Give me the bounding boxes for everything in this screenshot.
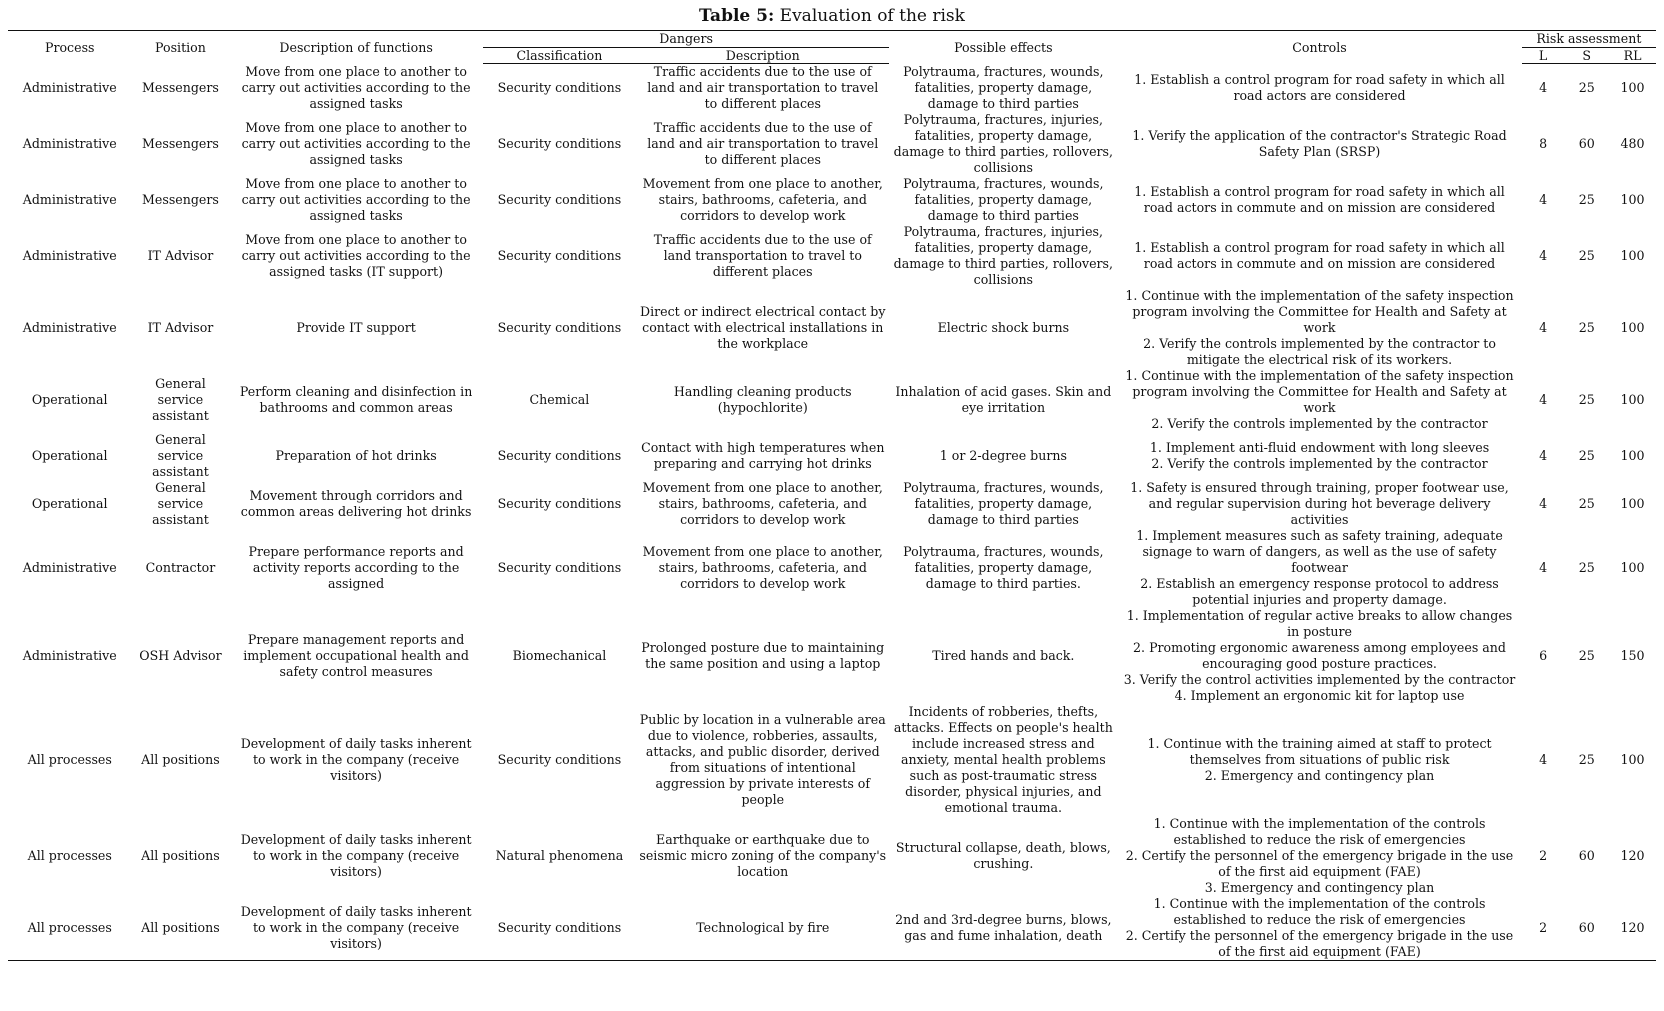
cell-classification: Security conditions (497, 496, 622, 511)
cell-classification: Security conditions (497, 80, 622, 95)
cell-functions: Move from one place to another to carry out activities according to the assigned tasks (241, 63, 471, 111)
cell-danger-description: Movement from one place to another, stairs, bathrooms, cafeteria, and corridors to develop work (642, 544, 883, 591)
cell-functions: Provide IT support (296, 320, 416, 335)
cell-functions: Move from one place to another to carry out activities according to the assigned tasks (241, 120, 471, 167)
cell-danger-description: Direct or indirect electrical contact by contact with electrical installations in the workplace (640, 304, 886, 351)
cell-possible-effects: 1 or 2-degree burns (939, 448, 1067, 463)
table-row (8, 480, 1656, 528)
control-item: 2. Certify the personnel of the emergency brigade in the use of the first aid equipment (FAE) (1125, 848, 1514, 879)
table-row (8, 896, 1656, 961)
table-row (8, 64, 1656, 113)
cell-possible-effects: Polytrauma, fractures, wounds, fatalities, property damage, damage to third parties (903, 480, 1104, 527)
cell-l: 2 (1539, 848, 1548, 863)
header-danger-description: Description (636, 48, 889, 64)
cell-controls (1117, 528, 1522, 608)
table-body (8, 64, 1656, 961)
table-row (8, 112, 1656, 176)
cell-s: 25 (1578, 320, 1595, 335)
cell-s: 25 (1578, 392, 1595, 407)
cell-functions: Development of daily tasks inherent to work in the company (receive visitors) (240, 736, 472, 783)
cell-classification: Security conditions (497, 248, 622, 263)
header-description-of-functions: Description of functions (229, 31, 482, 64)
cell-functions: Preparation of hot drinks (275, 448, 437, 463)
cell-controls (1117, 176, 1522, 224)
control-item: 1. Continue with the implementation of the safety inspection program involving the Committee for Health and Safety at work (1125, 368, 1514, 415)
cell-danger-description: Traffic accidents due to the use of land transportation to travel to different places (653, 232, 872, 279)
caption-label: Table 5: (699, 6, 775, 26)
cell-l: 4 (1539, 448, 1548, 463)
cell-s: 25 (1578, 648, 1595, 663)
cell-rl: 100 (1620, 320, 1645, 335)
header-classification: Classification (483, 48, 636, 64)
control-item: 1. Continue with the implementation of the safety inspection program involving the Committee for Health and Safety at work (1125, 288, 1514, 335)
cell-danger-description: Technological by fire (636, 896, 889, 961)
cell-functions: Movement through corridors and common areas delivering hot drinks (240, 488, 472, 519)
cell-l: 4 (1539, 192, 1548, 207)
cell-rl: 480 (1620, 136, 1645, 151)
control-item: 1. Verify the application of the contractor's Strategic Road Safety Plan (SRSP) (1132, 128, 1507, 159)
cell-functions: Move from one place to another to carry out activities according to the assigned tasks (IT support) (241, 232, 471, 279)
header-l: L (1522, 48, 1565, 64)
cell-position: Messengers (142, 79, 219, 95)
cell-process: All processes (27, 848, 112, 863)
cell-rl: 100 (1620, 192, 1645, 207)
cell-functions: Development of daily tasks inherent to work in the company (receive visitors) (240, 832, 472, 879)
cell-process: Administrative (22, 648, 117, 663)
cell-rl: 100 (1620, 560, 1645, 575)
header-risk-assessment: Risk assessment (1522, 31, 1656, 48)
table-caption (8, 6, 1656, 28)
cell-controls (1117, 608, 1522, 704)
cell-l: 4 (1539, 392, 1548, 407)
header-possible-effects: Possible effects (889, 31, 1117, 64)
cell-process: Administrative (22, 320, 117, 335)
cell-possible-effects: Polytrauma, fractures, injuries, fatalities, property damage, damage to third parties, rollovers, collisions (893, 224, 1114, 287)
cell-rl: 100 (1620, 448, 1645, 463)
control-item: 2. Verify the controls implemented by the contractor (1151, 456, 1488, 471)
table-row (8, 288, 1656, 368)
cell-process: Operational (31, 496, 108, 511)
cell-functions: Prepare management reports and implement occupational health and safety control measures (243, 632, 469, 679)
cell-l: 8 (1539, 136, 1548, 151)
cell-functions: Prepare performance reports and activity reports according to the assigned (248, 544, 464, 591)
control-item: 3. Emergency and contingency plan (1204, 880, 1435, 895)
cell-rl: 100 (1620, 496, 1645, 511)
table-row (8, 704, 1656, 816)
cell-controls (1117, 368, 1522, 432)
cell-possible-effects: Incidents of robberies, thefts, attacks. Effects on people's health include increased stress and anxiety, mental health problems such as post-traumatic stress disorder, physical injuries, and emotional trauma. (893, 704, 1113, 815)
cell-process: Administrative (22, 79, 117, 95)
cell-process: Administrative (22, 560, 117, 575)
cell-l: 4 (1539, 80, 1548, 95)
cell-l: 4 (1539, 496, 1548, 511)
cell-danger-description: Traffic accidents due to the use of land and air transportation to travel to different places (647, 64, 879, 111)
control-item: 1. Continue with the implementation of the controls established to reduce the risk of emergencies (1153, 896, 1486, 927)
cell-l: 4 (1539, 560, 1548, 575)
control-item: 1. Establish a control program for road safety in which all road actors are considered (1134, 71, 1505, 103)
cell-possible-effects: 2nd and 3rd-degree burns, blows, gas and fume inhalation, death (889, 896, 1117, 961)
cell-classification: Security conditions (497, 448, 622, 463)
cell-s: 25 (1578, 496, 1595, 511)
control-item: 1. Safety is ensured through training, proper footwear use, and regular supervision during hot beverage delivery activities (1130, 480, 1509, 527)
cell-s: 25 (1578, 448, 1595, 463)
table-row (8, 368, 1656, 432)
cell-l: 2 (1522, 896, 1565, 961)
cell-l: 6 (1539, 648, 1548, 663)
cell-position: IT Advisor (147, 320, 214, 335)
cell-rl: 100 (1620, 248, 1645, 263)
cell-possible-effects: Polytrauma, fractures, injuries, fatalities, property damage, damage to third parties, rollovers, collisions (893, 112, 1114, 175)
cell-process: Administrative (22, 192, 117, 207)
control-item: 1. Establish a control program for road safety in which all road actors in commute and on mission are considered (1134, 240, 1505, 271)
header-rl: RL (1609, 48, 1656, 64)
cell-classification: Security conditions (483, 896, 636, 961)
table-row (8, 224, 1656, 288)
control-item: 1. Implement measures such as safety training, adequate signage to warn of dangers, as well as the use of safety footwear (1136, 528, 1503, 575)
header-dangers: Dangers (483, 31, 890, 48)
cell-possible-effects: Polytrauma, fractures, wounds, fatalities, property damage, damage to third parties. (903, 544, 1104, 591)
cell-functions: Development of daily tasks inherent to work in the company (receive visitors) (229, 896, 482, 961)
risk-evaluation-table (8, 30, 1656, 961)
control-item: 1. Implementation of regular active breaks to allow changes in posture (1126, 608, 1513, 639)
cell-danger-description: Contact with high temperatures when preparing and carrying hot drinks (641, 440, 885, 471)
cell-rl: 100 (1620, 80, 1645, 95)
cell-classification: Security conditions (497, 192, 622, 207)
control-item: 1. Continue with the training aimed at staff to protect themselves from situations of public risk (1147, 736, 1492, 767)
cell-position: OSH Advisor (139, 648, 222, 663)
cell-danger-description: Movement from one place to another, stairs, bathrooms, cafeteria, and corridors to develop work (642, 480, 883, 527)
cell-possible-effects: Inhalation of acid gases. Skin and eye irritation (895, 384, 1112, 415)
cell-classification: Natural phenomena (495, 848, 624, 863)
cell-possible-effects: Tired hands and back. (932, 648, 1075, 663)
cell-possible-effects: Polytrauma, fractures, wounds, fatalities, property damage, damage to third parties (903, 176, 1104, 223)
header-position: Position (131, 31, 229, 64)
header-process: Process (8, 31, 131, 64)
cell-process: Administrative (22, 248, 117, 263)
cell-classification: Security conditions (497, 752, 622, 767)
table-row (8, 176, 1656, 224)
control-item: 1. Establish a control program for road safety in which all road actors in commute and on mission are considered (1134, 184, 1505, 215)
cell-position: General service assistant (152, 376, 209, 423)
cell-danger-description: Prolonged posture due to maintaining the same position and using a laptop (641, 640, 885, 671)
cell-classification: Security conditions (497, 136, 622, 151)
cell-controls (1117, 480, 1522, 528)
cell-process: All processes (27, 752, 112, 767)
cell-s: 25 (1578, 752, 1595, 767)
cell-controls (1117, 896, 1522, 961)
cell-possible-effects: Structural collapse, death, blows, crushing. (895, 840, 1111, 871)
cell-rl: 100 (1620, 392, 1645, 407)
cell-position: Contractor (145, 560, 216, 575)
cell-s: 60 (1578, 848, 1595, 863)
control-item: 2. Verify the controls implemented by the contractor (1151, 416, 1488, 431)
cell-s: 60 (1578, 136, 1595, 151)
cell-rl: 120 (1620, 848, 1645, 863)
control-item: 1. Continue with the implementation of the controls established to reduce the risk of emergencies (1153, 816, 1486, 847)
cell-controls (1117, 224, 1522, 288)
cell-s: 25 (1578, 248, 1595, 263)
cell-danger-description: Public by location in a vulnerable area due to violence, robberies, assaults, attacks, and public disorder, derived from situations of intentional aggression by private interests of people (639, 712, 886, 807)
cell-position: Messengers (142, 136, 219, 151)
cell-classification: Chemical (529, 392, 590, 407)
control-item: 2. Emergency and contingency plan (1204, 768, 1435, 783)
cell-l: 4 (1539, 752, 1548, 767)
cell-danger-description: Traffic accidents due to the use of land and air transportation to travel to different places (647, 120, 879, 167)
control-item: 1. Implement anti-fluid endowment with long sleeves (1149, 440, 1490, 455)
cell-rl: 150 (1620, 648, 1645, 663)
cell-controls (1117, 288, 1522, 368)
cell-s: 60 (1564, 896, 1609, 961)
cell-controls (1117, 704, 1522, 816)
cell-functions: Move from one place to another to carry out activities according to the assigned tasks (241, 176, 471, 223)
table-row (8, 432, 1656, 480)
cell-rl: 120 (1609, 896, 1656, 961)
control-item: 2. Certify the personnel of the emergency brigade in the use of the first aid equipment (FAE) (1125, 928, 1514, 959)
control-item: 2. Promoting ergonomic awareness among employees and encouraging good posture practices. (1133, 640, 1506, 671)
cell-position: All positions (131, 896, 229, 961)
cell-possible-effects: Polytrauma, fractures, wounds, fatalities, property damage, damage to third parties (903, 63, 1104, 111)
header-controls: Controls (1117, 31, 1522, 64)
control-item: 3. Verify the control activities implemented by the contractor (1123, 672, 1516, 687)
cell-danger-description: Earthquake or earthquake due to seismic micro zoning of the company's location (639, 832, 887, 879)
cell-process: All processes (8, 896, 131, 961)
caption-title: Evaluation of the risk (779, 6, 965, 26)
cell-s: 25 (1578, 80, 1595, 95)
cell-functions: Perform cleaning and disinfection in bathrooms and common areas (239, 384, 473, 415)
cell-possible-effects: Electric shock burns (937, 320, 1070, 335)
cell-l: 4 (1539, 320, 1548, 335)
cell-position: IT Advisor (147, 248, 214, 263)
cell-classification: Security conditions (497, 320, 622, 335)
cell-s: 25 (1578, 560, 1595, 575)
cell-position: General service assistant (152, 480, 209, 527)
cell-l: 4 (1539, 248, 1548, 263)
cell-danger-description: Movement from one place to another, stairs, bathrooms, cafeteria, and corridors to develop work (642, 176, 883, 223)
table-row (8, 528, 1656, 608)
cell-controls (1117, 432, 1522, 480)
header-s: S (1564, 48, 1609, 64)
cell-process: Operational (31, 392, 108, 407)
control-item: 2. Establish an emergency response protocol to address potential injuries and property damage. (1140, 576, 1499, 607)
control-item: 2. Verify the controls implemented by the contractor to mitigate the electrical risk of its workers. (1143, 336, 1496, 367)
table-row (8, 608, 1656, 704)
cell-controls (1117, 816, 1522, 896)
cell-danger-description: Handling cleaning products (hypochlorite) (673, 384, 852, 415)
cell-position: Messengers (142, 192, 219, 207)
header-row-top (8, 31, 1656, 48)
cell-controls (1117, 112, 1522, 176)
table-row (8, 816, 1656, 896)
cell-process: Administrative (22, 136, 117, 151)
cell-position: General service assistant (152, 432, 209, 479)
cell-controls (1117, 64, 1522, 113)
control-item: 4. Implement an ergonomic kit for laptop use (1174, 688, 1465, 703)
cell-process: Operational (31, 448, 108, 463)
cell-classification: Security conditions (497, 560, 622, 575)
cell-classification: Biomechanical (512, 648, 607, 663)
cell-s: 25 (1578, 192, 1595, 207)
cell-position: All positions (141, 752, 220, 767)
cell-position: All positions (141, 848, 220, 863)
cell-rl: 100 (1620, 752, 1645, 767)
